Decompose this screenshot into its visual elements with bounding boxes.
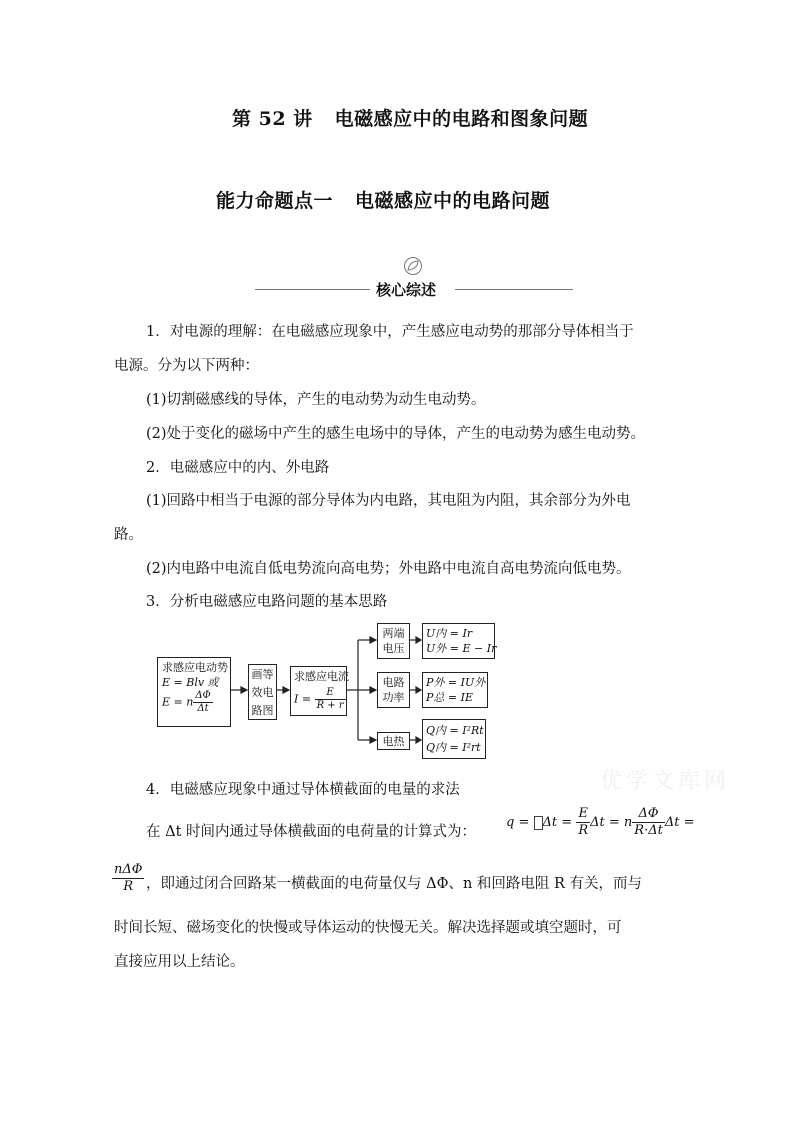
charge-result-fraction	[112, 862, 144, 895]
charge-q: q =	[506, 815, 530, 830]
charge-dt-1: Δt	[542, 815, 558, 830]
p1-line1: 1．对电源的理解：在电磁感应现象中，产生感应电动势的那部分导体相当于	[146, 324, 634, 340]
charge-frac1-den: R	[578, 823, 589, 838]
flow-box-heat-formula	[422, 719, 486, 759]
charge-frac1-num: E	[576, 806, 590, 823]
voltage-label-line1: 两端	[382, 627, 405, 640]
voltage-formula-outer: U外 = E − Ir	[426, 642, 497, 655]
p2-item1-line2: 路。	[114, 527, 143, 543]
box-equiv-line1: 画等	[251, 668, 274, 681]
box-current-denominator: R + r	[316, 700, 344, 711]
p1-item2: (2)处于变化的磁场中产生的感生电场中的导体，产生的电动势为感生电动势。	[146, 426, 646, 442]
box-current-label: 求感应电流	[294, 670, 349, 683]
charge-frac2-num: ΔΦ	[632, 806, 665, 823]
heat-formula-1: Q内 = I²Rt	[426, 724, 484, 737]
section-label: 能力命题点一	[216, 190, 334, 212]
charge-eq-2: =	[608, 815, 620, 830]
flow-box-current	[290, 666, 347, 716]
box-current-formula-prefix: I =	[294, 692, 312, 706]
lecture-title: 电磁感应中的电路和图象问题	[334, 108, 589, 130]
box-emf-formula2	[162, 690, 226, 715]
voltage-formula-inner: U内 = Ir	[426, 627, 473, 640]
heat-label: 电热	[382, 735, 405, 748]
p2-title: 2．电磁感应中的内、外电路	[146, 460, 330, 476]
p1-line2: 电源。分为以下两种：	[114, 358, 259, 374]
lecture-number: 第 52 讲	[232, 108, 313, 130]
p3-title: 3．分析电磁感应电路问题的基本思路	[146, 594, 388, 610]
p4-line2: ，即通过闭合回路某一横截面的电荷量仅与 ΔΦ、n 和回路电阻 R 有关，而与	[146, 876, 643, 892]
charge-dt-2: Δt	[590, 815, 605, 830]
charge-frac2-den: R·Δt	[634, 823, 663, 838]
p4-line3: 时间长短、磁场变化的快慢或导体运动的快慢无关。解决选择题或填空题时，可	[114, 920, 622, 936]
box-emf-denominator: Δt	[197, 703, 209, 714]
flow-box-emf	[157, 657, 231, 727]
watermark: 优学文库网	[600, 769, 731, 794]
charge-eq-3: =	[683, 815, 695, 830]
box-equiv-line3: 路图	[251, 704, 274, 717]
power-label-line2: 功率	[382, 691, 405, 704]
flow-box-power-label	[377, 672, 410, 708]
box-emf-label: 求感应电动势	[162, 661, 228, 674]
banner-label: 核心综述	[376, 281, 437, 299]
heat-formula-2: Q内 = I²rt	[426, 741, 481, 754]
p4-title: 4．电磁感应现象中通过导体横截面的电量的求法	[146, 782, 460, 798]
result-den: R	[123, 879, 134, 894]
box-emf-numerator: ΔΦ	[195, 690, 211, 701]
box-equiv-line2: 效电	[251, 686, 274, 699]
flow-box-voltage-formula	[422, 623, 495, 659]
charge-dt-3: Δt	[664, 815, 680, 830]
charge-eq-1: =	[561, 815, 573, 830]
box-emf-formula2-prefix: E = n	[162, 695, 194, 709]
p4-line4: 直接应用以上结论。	[114, 954, 245, 970]
p4-line1-prefix: 在 Δt 时间内通过导体横截面的电荷量的计算式为：	[146, 824, 477, 840]
power-formula-total: P总 = IE	[426, 691, 473, 704]
p2-item2: (2)内电路中电流自低电势流向高电势；外电路中电流自高电势流向低电势。	[146, 561, 631, 577]
current-symbol	[534, 816, 543, 830]
power-label-line1: 电路	[382, 676, 405, 689]
power-formula-outer: P外 = IU外	[426, 676, 486, 689]
charge-formula	[506, 806, 695, 852]
flow-box-power-formula	[422, 672, 488, 708]
section-title: 电磁感应中的电路问题	[355, 190, 551, 212]
flow-box-equivalent	[248, 664, 277, 720]
flow-box-heat-label	[377, 732, 410, 750]
result-num: nΔΦ	[114, 862, 143, 877]
p1-item1: (1)切割磁感线的导体，产生的电动势为动生电动势。	[146, 392, 486, 408]
box-emf-formula1: E = Blv 或	[162, 676, 219, 689]
charge-n: n	[623, 815, 633, 830]
flow-box-voltage-label	[377, 623, 410, 659]
voltage-label-line2: 电压	[382, 642, 405, 655]
p2-item1-line1: (1)回路中相当于电源的部分导体为内电路，其电阻为内阻，其余部分为外电	[146, 493, 631, 509]
box-current-numerator: E	[315, 687, 346, 700]
